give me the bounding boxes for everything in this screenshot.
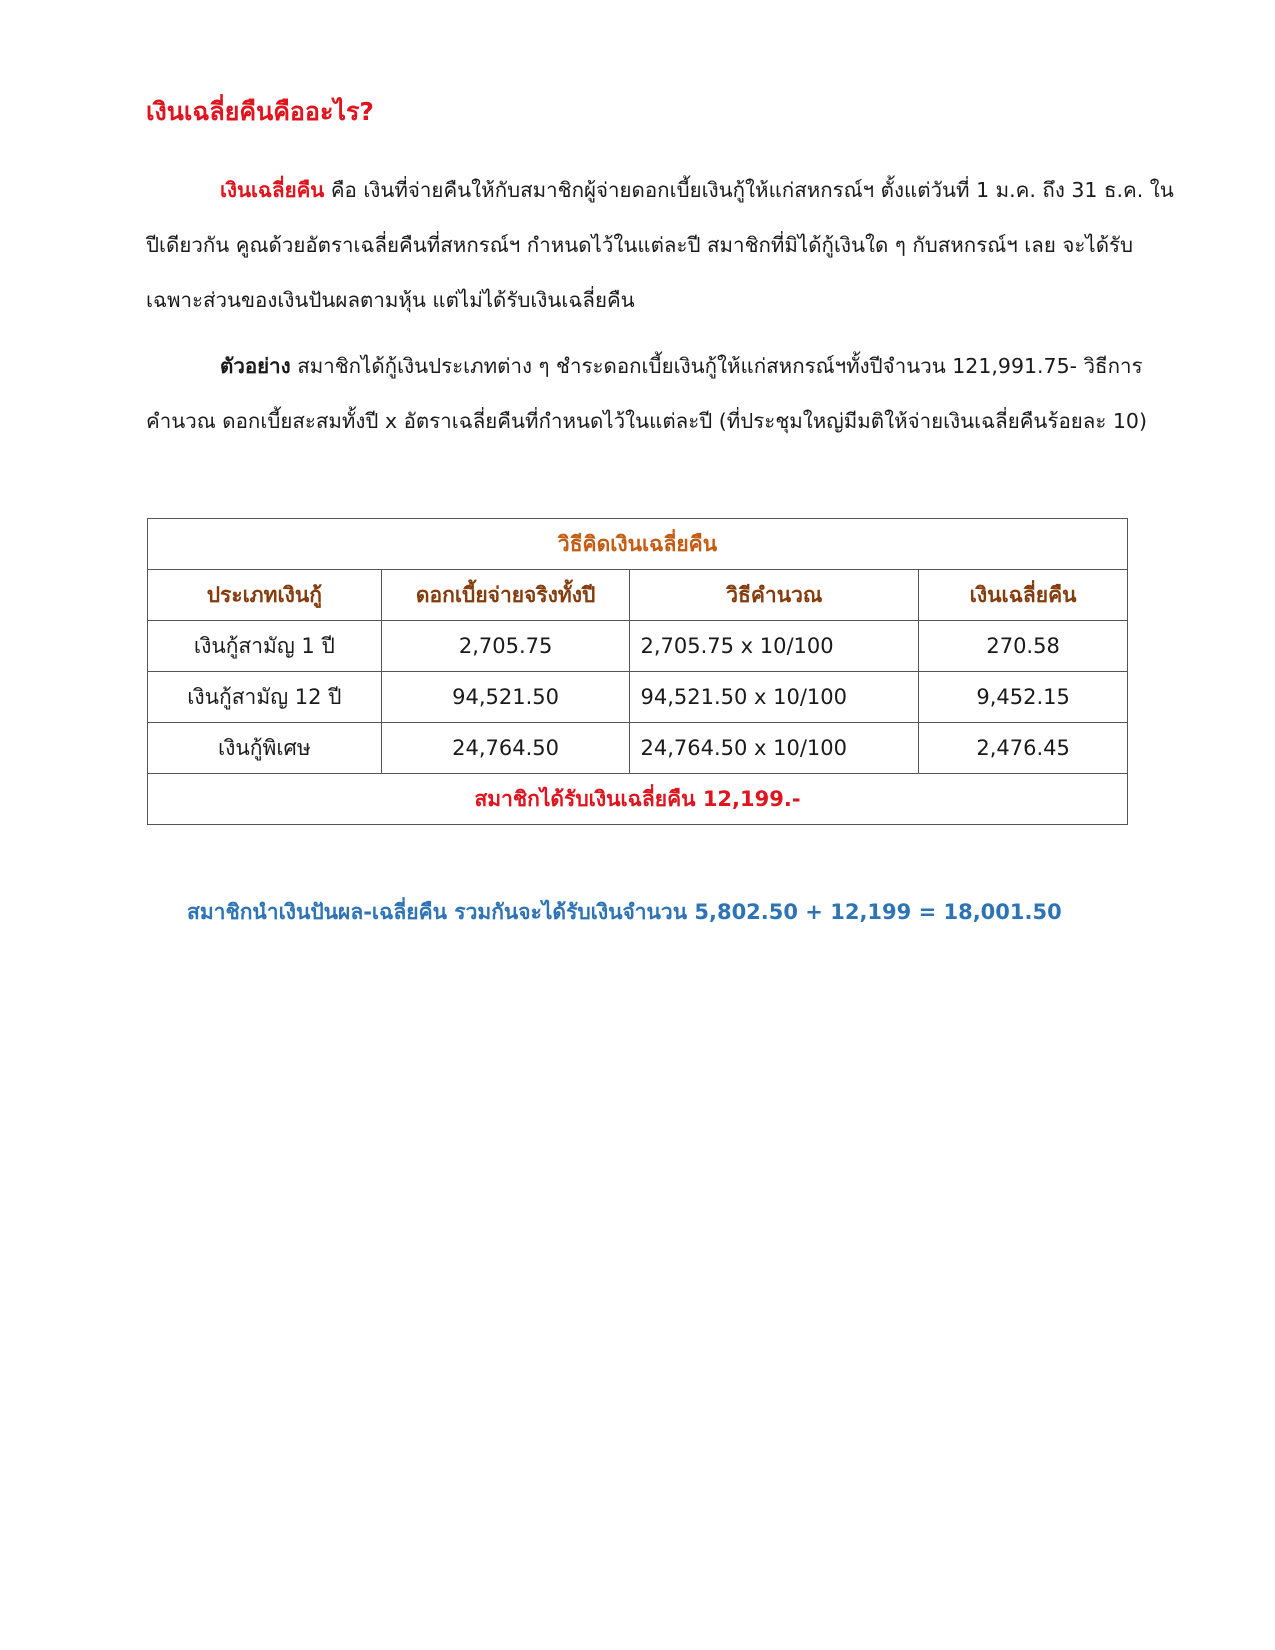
cell-loan-type: เงินกู้สามัญ 12 ปี (148, 672, 382, 723)
table-total: สมาชิกได้รับเงินเฉลี่ยคืน 12,199.- (148, 774, 1128, 825)
cell-refund: 9,452.15 (919, 672, 1128, 723)
cell-loan-type: เงินกู้สามัญ 1 ปี (148, 621, 382, 672)
table-total-row (148, 774, 1128, 825)
header-annual-interest: ดอกเบี้ยจ่ายจริงทั้งปี (381, 570, 630, 621)
example-paragraph (146, 339, 1178, 449)
summary-line: สมาชิกนำเงินปันผล-เฉลี่ยคืน รวมกันจะได้รับเงินจำนวน 5,802.50 + 12,199 = 18,001.50 (187, 900, 1062, 924)
cell-annual-interest: 2,705.75 (381, 621, 630, 672)
header-loan-type: ประเภทเงินกู้ (148, 570, 382, 621)
cell-annual-interest: 24,764.50 (381, 723, 630, 774)
cell-refund: 270.58 (919, 621, 1128, 672)
table-row (148, 672, 1128, 723)
cell-calculation: 2,705.75 x 10/100 (630, 621, 919, 672)
table-row (148, 723, 1128, 774)
example-text: สมาชิกได้กู้เงินประเภทต่าง ๆ ชำระดอกเบี้ยเงินกู้ให้แก่สหกรณ์ฯทั้งปีจำนวน 121,991.75- วิธีการคำนวณ ดอกเบี้ยสะสมทั้งปี x อัตราเฉลี่ยคืนที่กำหนดไว้ในแต่ละปี (ที่ประชุมใหญ่มีมติให้จ่ายเงินเฉลี่ยคืนร้อยละ 10) (146, 354, 1147, 433)
cell-calculation: 24,764.50 x 10/100 (630, 723, 919, 774)
definition-term: เงินเฉลี่ยคืน (220, 178, 325, 202)
table-header-row (148, 570, 1128, 621)
table-title: วิธีคิดเงินเฉลี่ยคืน (148, 519, 1128, 570)
refund-calculation-table (147, 518, 1128, 825)
page-heading: เงินเฉลี่ยคืนคืออะไร? (146, 97, 374, 126)
header-refund-amount: เงินเฉลี่ยคืน (919, 570, 1128, 621)
table-row (148, 621, 1128, 672)
table-title-row (148, 519, 1128, 570)
definition-text: คือ เงินที่จ่ายคืนให้กับสมาชิกผู้จ่ายดอกเบี้ยเงินกู้ให้แก่สหกรณ์ฯ ตั้งแต่วันที่ 1 ม.ค. ถึง 31 ธ.ค. ในปีเดียวกัน คูณด้วยอัตราเฉลี่ยคืนที่สหกรณ์ฯ กำหนดไว้ในแต่ละปี สมาชิกที่มิได้กู้เงินใด ๆ กับสหกรณ์ฯ เลย จะได้รับเฉพาะส่วนของเงินปันผลตามหุ้น แต่ไม่ได้รับเงินเฉลี่ยคืน (146, 178, 1174, 312)
example-label: ตัวอย่าง (220, 354, 291, 378)
cell-refund: 2,476.45 (919, 723, 1128, 774)
definition-paragraph (146, 163, 1178, 328)
header-calculation-method: วิธีคำนวณ (630, 570, 919, 621)
cell-calculation: 94,521.50 x 10/100 (630, 672, 919, 723)
cell-annual-interest: 94,521.50 (381, 672, 630, 723)
cell-loan-type: เงินกู้พิเศษ (148, 723, 382, 774)
